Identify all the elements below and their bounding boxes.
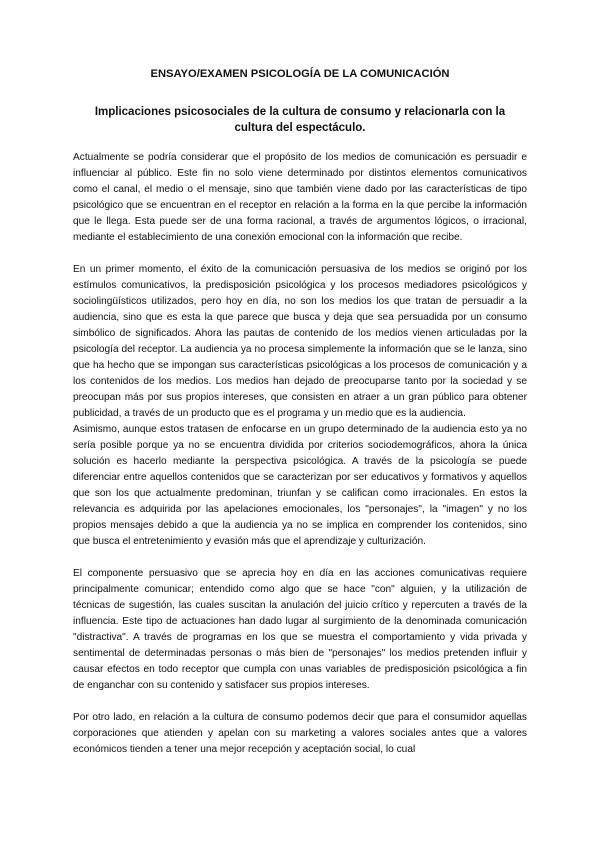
paragraph-2: En un primer momento, el éxito de la comunicación persuasiva de los medios se originó por los estímulos comunicativos, la predisposición psicológica y los procesos mediadores psicológicos y sociolingüísticos utilizados, pero hoy en día, no son los medios los que tratan de persuadir a la audiencia, sino que es esta la que parece que busca y deja que sea persuadida por un consumo simbólico de significados. Ahora las pautas de contenido de los medios vienen articuladas por la psicología del receptor. La audiencia ya no procesa simplemente la información que se le lanza, sino que ha hecho que se impongan sus características psicológicas a los procesos de comunicación y a los contenidos de los medios. Los medios han dejado de preocuparse tanto por la sociedad y se preocupan más por sus propios intereses, que consisten en atraer a un gran público para obtener publicidad, a través de un producto que es el programa y un medio que es la audiencia. [73,264,527,419]
document-subtitle: Implicaciones psicosociales de la cultura de consumo y relacionarla con la cultura del espectáculo. [94,106,506,134]
paragraph-3: Asimismo, aunque estos tratasen de enfocarse en un grupo determinado de la audiencia esto ya no sería posible porque ya no se encuentra dividida por criterios sociodemográficos, ahora la única solución es hacerlo mediante la perspectiva psicológica. A través de la psicología se puede diferenciar entre aquellos contenidos que se caracterizan por ser educativos y formativos y aquellos que son los que actualmente predominan, triunfan y se califican como irracionales. En estos la relevancia es adquirida por las apelaciones emocionales, los "personajes", la "imagen" y no los propios mensajes debido a que la audiencia ya no se implica en comprender los contenidos, sino que busca el entretenimiento y evasión más que el aprendizaje y culturización. [73,424,527,547]
document-body [73,150,527,774]
paragraph-5: Por otro lado, en relación a la cultura de consumo podemos decir que para el consumidor aquellas corporaciones que atienden y apelan con su marketing a valores sociales antes que a valores económicos tienden a tener una mejor recepción y aceptación social, lo cual [73,712,527,755]
paragraph-1: Actualmente se podría considerar que el propósito de los medios de comunicación es persuadir e influenciar al público. Este fin no solo viene determinado por distintos elementos comunicativos como el canal, el medio o el mensaje, sino que también viene dado por las características de tipo psicológico que se encuentran en el receptor en relación a la forma en la que percibe la información que le llega. Esta puede ser de una forma racional, a través de argumentos lógicos, o irracional, mediante el establecimiento de una conexión emocional con la información que recibe. [73,152,527,243]
document-title: ENSAYO/EXAMEN PSICOLOGÍA DE LA COMUNICACIÓN [150,68,450,80]
paragraph-4: El componente persuasivo que se aprecia hoy en día en las acciones comunicativas requiere principalmente comunicar; entendido como algo que se hace "con" alguien, y la utilización de técnicas de sugestión, las cuales suscitan la anulación del juicio crítico y repercuten a través de la influencia. Este tipo de actuaciones han dado lugar al surgimiento de la denominada comunicación "distractiva". A través de programas en los que se muestra el comportamiento y vida privada y sentimental de determinadas personas o más bien de "personajes" los medios pretenden influir y causar efectos en todo receptor que cumpla con unas variables de predisposición psicológica a fin de enganchar con su contenido y satisfacer sus propios intereses. [73,568,527,691]
